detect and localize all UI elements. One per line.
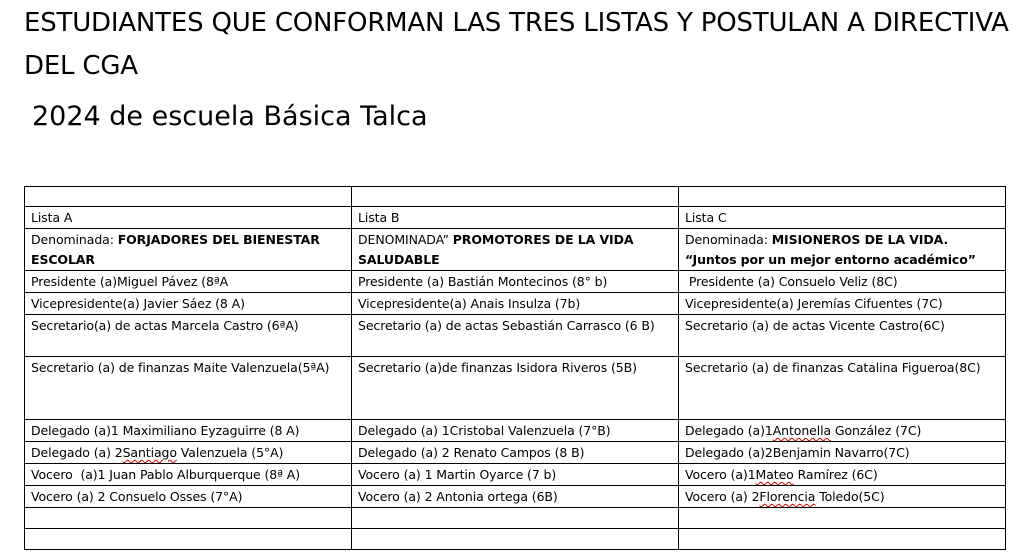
list-b-name[interactable]: Lista B <box>352 207 679 229</box>
denomination-prefix: Denominada: <box>685 232 772 247</box>
role-suffix: Valenzuela (5°A) <box>176 445 284 460</box>
denomination-title: MISIONEROS DE LA VIDA. “Juntos por un mejor entorno académico” <box>685 232 976 267</box>
list-b-delegado-1[interactable]: Delegado (a) 1Cristobal Valenzuela (7°B) <box>352 420 679 442</box>
document-title: ESTUDIANTES QUE CONFORMAN LAS TRES LISTAS Y POSTULAN A DIRECTIVA DEL CGA <box>24 8 1009 81</box>
list-c-secretario-actas[interactable]: Secretario (a) de actas Vicente Castro(6C) <box>679 315 1006 357</box>
table-cell[interactable] <box>25 508 352 529</box>
list-c-vocero-2[interactable] <box>679 486 1006 508</box>
role-suffix: González (7C) <box>831 423 922 438</box>
spellcheck-name: Santiago <box>122 445 177 460</box>
list-b-delegado-2[interactable]: Delegado (a) 2 Renato Campos (8 B) <box>352 442 679 464</box>
list-b-vocero-1[interactable]: Vocero (a) 1 Martin Oyarce (7 b) <box>352 464 679 486</box>
spellcheck-name: Antonella <box>772 423 832 438</box>
list-a-delegado-1[interactable]: Delegado (a)1 Maximiliano Eyzaguirre (8 A) <box>25 420 352 442</box>
list-a-presidente[interactable]: Presidente (a)Miguel Pávez (8ªA <box>25 271 352 293</box>
role-label: Vocero (a) 2 <box>685 489 760 504</box>
role-suffix: Toledo(5C) <box>815 489 885 504</box>
table-row-empty-top <box>25 187 1006 207</box>
list-c-presidente[interactable]: Presidente (a) Consuelo Veliz (8C) <box>679 271 1006 293</box>
list-a-vicepresidente[interactable]: Vicepresidente(a) Javier Sáez (8 A) <box>25 293 352 315</box>
list-b-vocero-2[interactable]: Vocero (a) 2 Antonia ortega (6B) <box>352 486 679 508</box>
table-row-delegado-1 <box>25 420 1006 442</box>
list-b-secretario-actas[interactable]: Secretario (a) de actas Sebastián Carrasco (6 B) <box>352 315 679 357</box>
list-b-vicepresidente[interactable]: Vicepresidente(a) Anais Insulza (7b) <box>352 293 679 315</box>
role-label: Delegado (a)1 <box>685 423 773 438</box>
list-b-secretario-finanzas[interactable]: Secretario (a)de finanzas Isidora Riveros (5B) <box>352 357 679 420</box>
list-c-vicepresidente[interactable]: Vicepresidente(a) Jeremías Cifuentes (7C) <box>679 293 1006 315</box>
table-row-presidente <box>25 271 1006 293</box>
list-a-vocero-2[interactable]: Vocero (a) 2 Consuelo Osses (7°A) <box>25 486 352 508</box>
list-a-delegado-2[interactable] <box>25 442 352 464</box>
table-row-vocero-1 <box>25 464 1006 486</box>
list-c-name[interactable]: Lista C <box>679 207 1006 229</box>
table-row-secretario-finanzas <box>25 357 1006 420</box>
table-row-denominations <box>25 229 1006 271</box>
list-a-name[interactable]: Lista A <box>25 207 352 229</box>
list-b-presidente[interactable]: Presidente (a) Bastián Montecinos (8° b) <box>352 271 679 293</box>
list-a-denomination[interactable] <box>25 229 352 271</box>
table-row-secretario-actas <box>25 315 1006 357</box>
table-cell[interactable] <box>25 187 352 207</box>
table-cell[interactable] <box>679 508 1006 529</box>
table-row-delegado-2 <box>25 442 1006 464</box>
spellcheck-name: Florencia <box>759 489 816 504</box>
table-row-vocero-2 <box>25 486 1006 508</box>
table-row-empty <box>25 529 1006 550</box>
list-c-delegado-2[interactable]: Delegado (a)2Benjamin Navarro(7C) <box>679 442 1006 464</box>
role-suffix: Ramírez (6C) <box>793 467 878 482</box>
list-c-vocero-1[interactable] <box>679 464 1006 486</box>
role-label: Delegado (a) 2 <box>31 445 123 460</box>
table-row-vicepresidente <box>25 293 1006 315</box>
table-cell[interactable] <box>352 187 679 207</box>
role-label: Vocero (a)1 <box>685 467 756 482</box>
table-row-list-names <box>25 207 1006 229</box>
table-cell[interactable] <box>352 529 679 550</box>
table-cell[interactable] <box>25 529 352 550</box>
list-a-secretario-finanzas[interactable]: Secretario (a) de finanzas Maite Valenzuela(5ªA) <box>25 357 352 420</box>
table-row-empty <box>25 508 1006 529</box>
denomination-prefix: DENOMINADA” <box>358 232 453 247</box>
denomination-prefix: Denominada: <box>31 232 118 247</box>
denomination-title: FORJADORES DEL BIENESTAR ESCOLAR <box>31 232 320 267</box>
table-cell[interactable] <box>679 529 1006 550</box>
candidate-lists-table <box>24 186 1006 550</box>
table-cell[interactable] <box>352 508 679 529</box>
document-subtitle: 2024 de escuela Básica Talca <box>32 101 428 132</box>
spellcheck-name: Mateo <box>755 467 794 482</box>
list-c-delegado-1[interactable] <box>679 420 1006 442</box>
denomination-title: PROMOTORES DE LA VIDA SALUDABLE <box>358 232 634 267</box>
list-c-denomination[interactable] <box>679 229 1006 271</box>
list-a-vocero-1[interactable]: Vocero (a)1 Juan Pablo Alburquerque (8ª A) <box>25 464 352 486</box>
list-b-denomination[interactable] <box>352 229 679 271</box>
table-cell[interactable] <box>679 187 1006 207</box>
list-a-secretario-actas[interactable]: Secretario(a) de actas Marcela Castro (6ªA) <box>25 315 352 357</box>
list-c-secretario-finanzas[interactable]: Secretario (a) de finanzas Catalina Figueroa(8C) <box>679 357 1006 420</box>
